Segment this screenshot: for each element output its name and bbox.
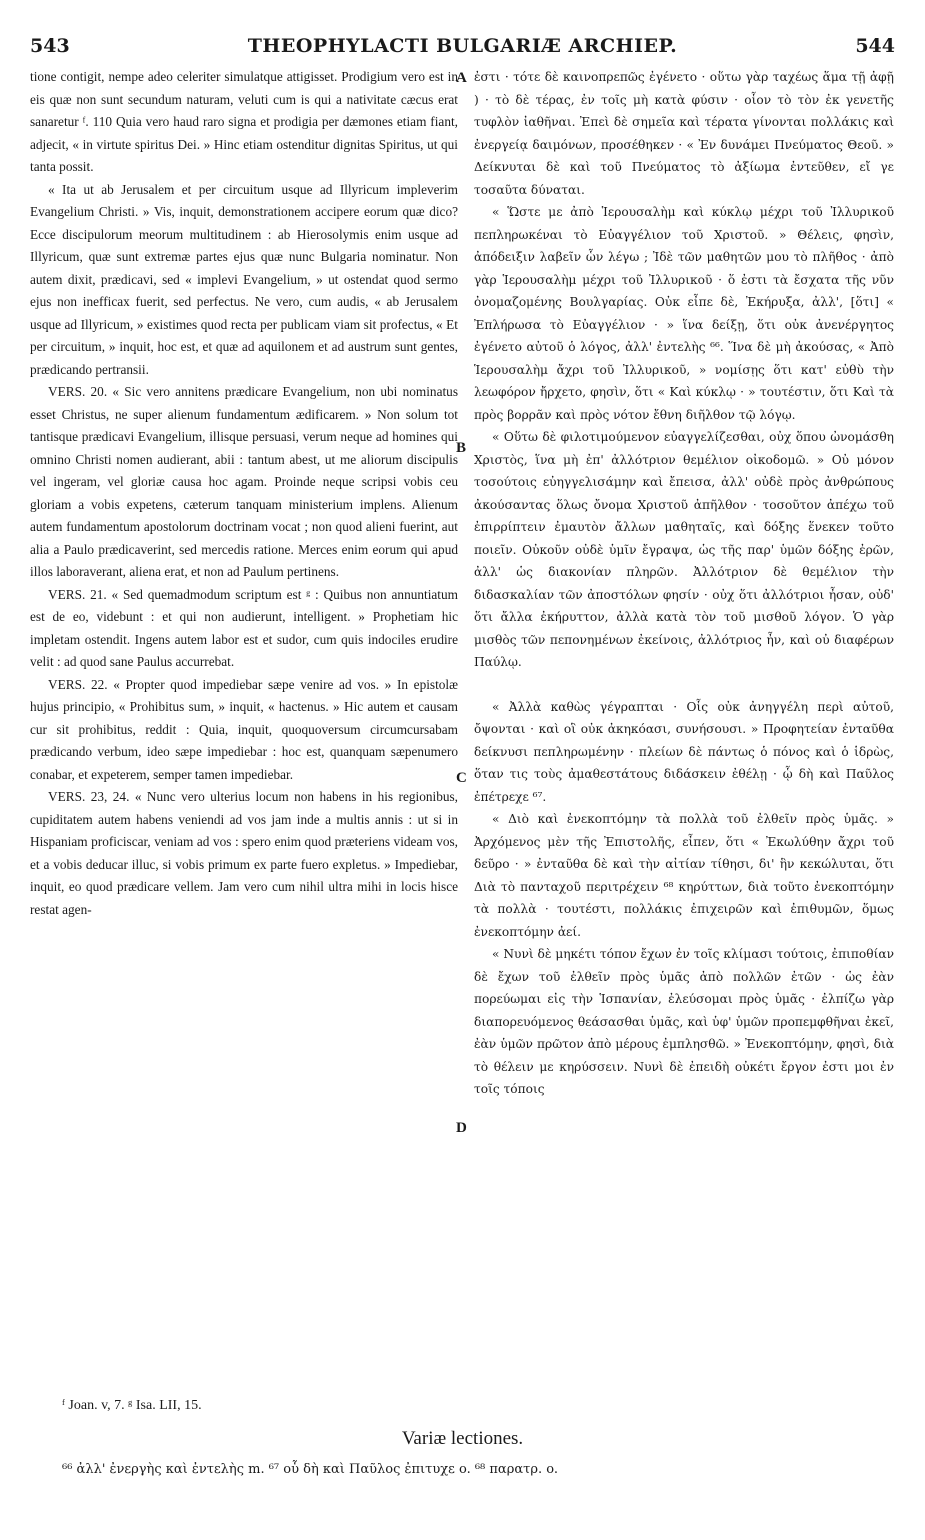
margin-marker-a: A	[456, 70, 467, 86]
latin-paragraph: tione contigit, nempe adeo celeriter simulatque attigisset. Prodigium vero est in eis quæ non sunt secundum naturam, veluti cum is qui a nativitate cæcus erat sanaretur ᶠ. 110 Quia vero haud raro signa et prodigia per dæmones etiam fiant, adjecit, « in virtute spiritus Dei. » Hinc etiam ostenditur dignitas Spiritus, ut qui tanta possit.	[30, 69, 458, 174]
greek-paragraph: « Διὸ καὶ ἐνεκοπτόμην τὰ πολλὰ τοῦ ἐλθεῖν πρὸς ὑμᾶς. » Ἀρχόμενος μὲν τῆς Ἐπιστολῆς, εἶπεν, ὅτι « Ἐκωλύθην ἄχρι τοῦ δεῦρο · » ἐνταῦθα δὲ καὶ τὴν αἰτίαν τίθησι, δι' ἣν κεκώλυται, ὅτι Διὰ τὸ πανταχοῦ περιτρέχειν ⁶⁸ κηρύττων, διὰ τοῦτο ἐνεκοπτόμην τὰ πολλὰ · τουτέστι, πολλάκις ἐπιχειρῶν καὶ ἐπιθυμῶν, ὅμως ἐνεκοπτόμην ἀεί.	[474, 812, 894, 939]
latin-paragraph: VERS. 21. « Sed quemadmodum scriptum est ᵍ : Quibus non annuntiatum est de eo, videbunt : et qui non audierunt, intelligent. » Prophetiam hic impletam ostendit. Ingens autem labor est et sudor, cum quis indociles erudire velit : ad quod sane Paulus accurrebat.	[30, 586, 458, 669]
running-title: THEOPHYLACTI BULGARIÆ ARCHIEP.	[247, 35, 678, 57]
latin-paragraph: « Ita ut ab Jerusalem et per circuitum usque ad Illyricum impleverim Evangelium Christi. » Vis, inquit, demonstrationem accipere eorum quæ dico? Ecce discipulorum meorum multitudinem : ab Hierosolymis enim usque ad Illyricum, quæ sunt extremæ partes ejus quæ nunc Bulgaria nominatur. Non autem dixit, prædicavi, sed « implevi Evangelium, » ut ostendat quod sermo ejus non inefficax fuerit, sed perfectus. Ne vero, cum audis, « ab Jerusalem usque ad Illyricum, » existimes quod recta per publicam viam sit profectus, « Et per circuitum, » inquit, hoc est, et quæ ad aquilonem et ad austrum sunt gentes, prædicando pertransii.	[30, 181, 458, 377]
margin-marker-c: C	[456, 770, 467, 786]
greek-paragraph: ἐστι · τότε δὲ καινοπρεπῶς ἐγένετο · οὕτω γὰρ ταχέως ἅμα τῇ ἀφῇ ) · τὸ δὲ τέρας, ἐν τοῖς μὴ κατὰ φύσιν · οἷον τὸ τὸν ἐκ γενετῆς τυφλὸν ἰαθῆναι. Ἐπεὶ δὲ σημεῖα καὶ τέρατα γίνονται πολλάκις καὶ ἐνεργείᾳ δαιμόνων, προσέθηκεν · « Ἐν δυνάμει Πνεύματος Θεοῦ. » Δείκνυται δὲ καὶ τοῦ Πνεύματος τὸ ἀξίωμα ἐντεῦθεν, εἴ γε τοσαῦτα δύναται.	[474, 70, 894, 197]
footnotes: ᶠ Joan. v, 7. ᵍ Isa. LII, 15.	[62, 1398, 202, 1413]
variae-lectiones-title: Variæ lectiones.	[401, 1428, 524, 1449]
margin-marker-b: B	[456, 440, 467, 456]
running-header	[30, 34, 895, 60]
margin-marker-d: D	[456, 1120, 467, 1136]
latin-paragraph: VERS. 20. « Sic vero annitens prædicare Evangelium, non ubi nominatus esset Christus, ne super alienum fundamentum ædificarem. » Non solum tot tantisque prædicavi Evangelium, illisque persuasi, verum neque ad homines qui omnino Christi nomen audierant, abii : tantum abest, ut me aliorum discipulis vel ingeram, vel gloriæ causa hoc agam. Proinde neque scripsi vobis ceu gloriam a vobis expetens, cæterum tanquam ministerium implens. Alienum autem fundamentum apostolorum doctrinam vocat ; non quod alieni fuerint, aut alia a Paulo prædicaverint, sed mercedis ratione. Merces enim eorum qui apud illos laboraverant, aliena erat, et non ad Paulum pertinens.	[30, 384, 458, 579]
latin-paragraph: VERS. 23, 24. « Nunc vero ulterius locum non habens in his regionibus, cupiditatem autem habens veniendi ad vos jam inde a multis annis : ut si in Hispaniam proficiscar, veniam ad vos : spero enim quod præteriens videam vos, et a vobis deducar illuc, si vobis primum ex parte fuero expletus. » Impediebar, inquit, eo quod prædicare vellem. Jam vero cum nihil ultra mihi in locis hisce restat agen-	[30, 789, 458, 917]
greek-column	[474, 66, 894, 1101]
latin-column	[30, 66, 458, 921]
page-number-right: 544	[855, 35, 895, 57]
latin-paragraph: VERS. 22. « Propter quod impediebar sæpe venire ad vos. » In epistolæ hujus principio, « Prohibitus sum, » inquit, « hactenus. » Hic autem et causam cur sit prohibitus, reddit : Quia, inquit, quoquoversum circumcursabam prædicando verbum, ideo sæpe impediebar : hoc est, quanquam sæpenumero conabar, et expeterem, semper tamen impediebar.	[30, 676, 458, 782]
greek-paragraph: « Οὕτω δὲ φιλοτιμούμενον εὐαγγελίζεσθαι, οὐχ ὅπου ὠνομάσθη Χριστὸς, ἵνα μὴ ἐπ' ἀλλότριον θεμέλιον οἰκοδομῶ. » Οὐ μόνον τοσούτοις εὐηγγελισάμην καὶ ἔπεισα, ἀλλ' οὐδὲ πρὸς ἀνθρώπους ἀκούσαντας ὅλως ὄνομα Χριστοῦ ἀπῆλθον · τοσοῦτον ἀπέχω τοῦ ἐπιρρίπτειν ἐμαυτὸν ἄλλων μαθηταῖς, καὶ δόξης ἕνεκεν τοῦτο ποιεῖν. Οὐκοῦν οὐδὲ ὑμῖν ἔγραψα, ὡς τῆς παρ' ὑμῶν δόξης ἐρῶν, ἀλλ' ὡς διακονίαν πληρῶν. Ἀλλότριον δὲ θεμέλιον τὴν διδασκαλίαν τῶν ἀποστόλων φησίν · οὐχ ὅτι ἀλλότριοι ἦσαν, οὐδ' ὅτι ἄλλα ἐκήρυττον, ἀλλὰ κατὰ τὸν τοῦ μισθοῦ λόγον. Ὁ γὰρ μισθὸς τῶν πεπονημένων ἐκείνοις, ἀλλότριος ἦν, καὶ οὐ διαφέρων Παύλῳ.	[474, 430, 894, 669]
page-number-left: 543	[30, 35, 70, 57]
greek-paragraph: « Ὥστε με ἀπὸ Ἱερουσαλὴμ καὶ κύκλῳ μέχρι τοῦ Ἰλλυρικοῦ πεπληρωκέναι τὸ Εὐαγγέλιον τοῦ Χριστοῦ. » Θέλεις, φησὶν, ἀπόδειξιν λαβεῖν ὧν λέγω ; Ἰδὲ τῶν μαθητῶν μου τὸ πλῆθος · ἀπὸ γὰρ Ἱερουσαλὴμ μέχρι τοῦ Ἰλλυρικοῦ · ὅ ἐστι τὰ ἔσχατα τῆς νῦν ὀνομαζομένης Βουλγαρίας. Οὐκ εἶπε δὲ, Ἐκήρυξα, ἀλλ', [ὅτι] « Ἐπλήρωσα τὸ Εὐαγγέλιον · » ἵνα δείξῃ, ὅτι οὐκ ἀνενέργητος ἐγένετο αὐτοῦ ὁ λόγος, ἀλλ' ἐντελὴς ⁶⁶. Ἵνα δὲ μὴ ἀκούσας, « Ἀπὸ Ἱερουσαλὴμ ἄχρι τοῦ Ἰλλυρικοῦ, » νομίσῃς ὅτι κατ' εὐθὺ τὴν λεωφόρον ἤρχετο, φησὶν, ὅτι « Καὶ κύκλῳ · » τουτέστιν, ὅτι Καὶ τὰ πρὸς βορρᾶν καὶ πρὸς νότον ἔθνη διῆλθον τῷ λόγῳ.	[474, 205, 894, 422]
variae-lectiones-text: ⁶⁶ ἀλλ' ἐνεργὴς καὶ ἐντελὴς m. ⁶⁷ οὗ δὴ καὶ Παῦλος ἐπιτυχε o. ⁶⁸ παρατρ. o.	[62, 1462, 558, 1477]
greek-paragraph: « Νυνὶ δὲ μηκέτι τόπον ἔχων ἐν τοῖς κλίμασι τούτοις, ἐπιποθίαν δὲ ἔχων τοῦ ἐλθεῖν πρὸς ὑμᾶς ἀπὸ πολλῶν ἐτῶν · ὡς ἐὰν πορεύωμαι εἰς τὴν Ἱσπανίαν, ἐλεύσομαι πρὸς ὑμᾶς · ἐλπίζω γὰρ διαπορευόμενος θεάσασθαι ὑμᾶς, καὶ ὑφ' ὑμῶν προπεμφθῆναι ἐκεῖ, ἐὰν ὑμῶν πρῶτον ἀπὸ μέρους ἐμπλησθῶ. » Ἐνεκοπτόμην, φησὶ, διὰ τὸ θέλειν με κηρύσσειν. Νυνὶ δὲ ἐπειδὴ οὐκέτι ἔργον ἐστι μοι ἐν τοῖς τόποις	[474, 947, 894, 1096]
greek-paragraph: « Ἀλλὰ καθὼς γέγραπται · Οἷς οὐκ ἀνηγγέλη περὶ αὐτοῦ, ὄψονται · καὶ οἳ οὐκ ἀκηκόασι, συνήσουσι. » Προφητείαν ἐνταῦθα δείκνυσι πεπληρωμένην · πλείων δὲ πάντως ὁ πόνος καὶ ὁ ἱδρὼς, ὅταν τις τοὺς ἀμαθεστάτους διδάσκειν ἐθέλῃ · ᾧ δὴ καὶ Παῦλος ἐπέτρεχε ⁶⁷.	[474, 699, 894, 804]
